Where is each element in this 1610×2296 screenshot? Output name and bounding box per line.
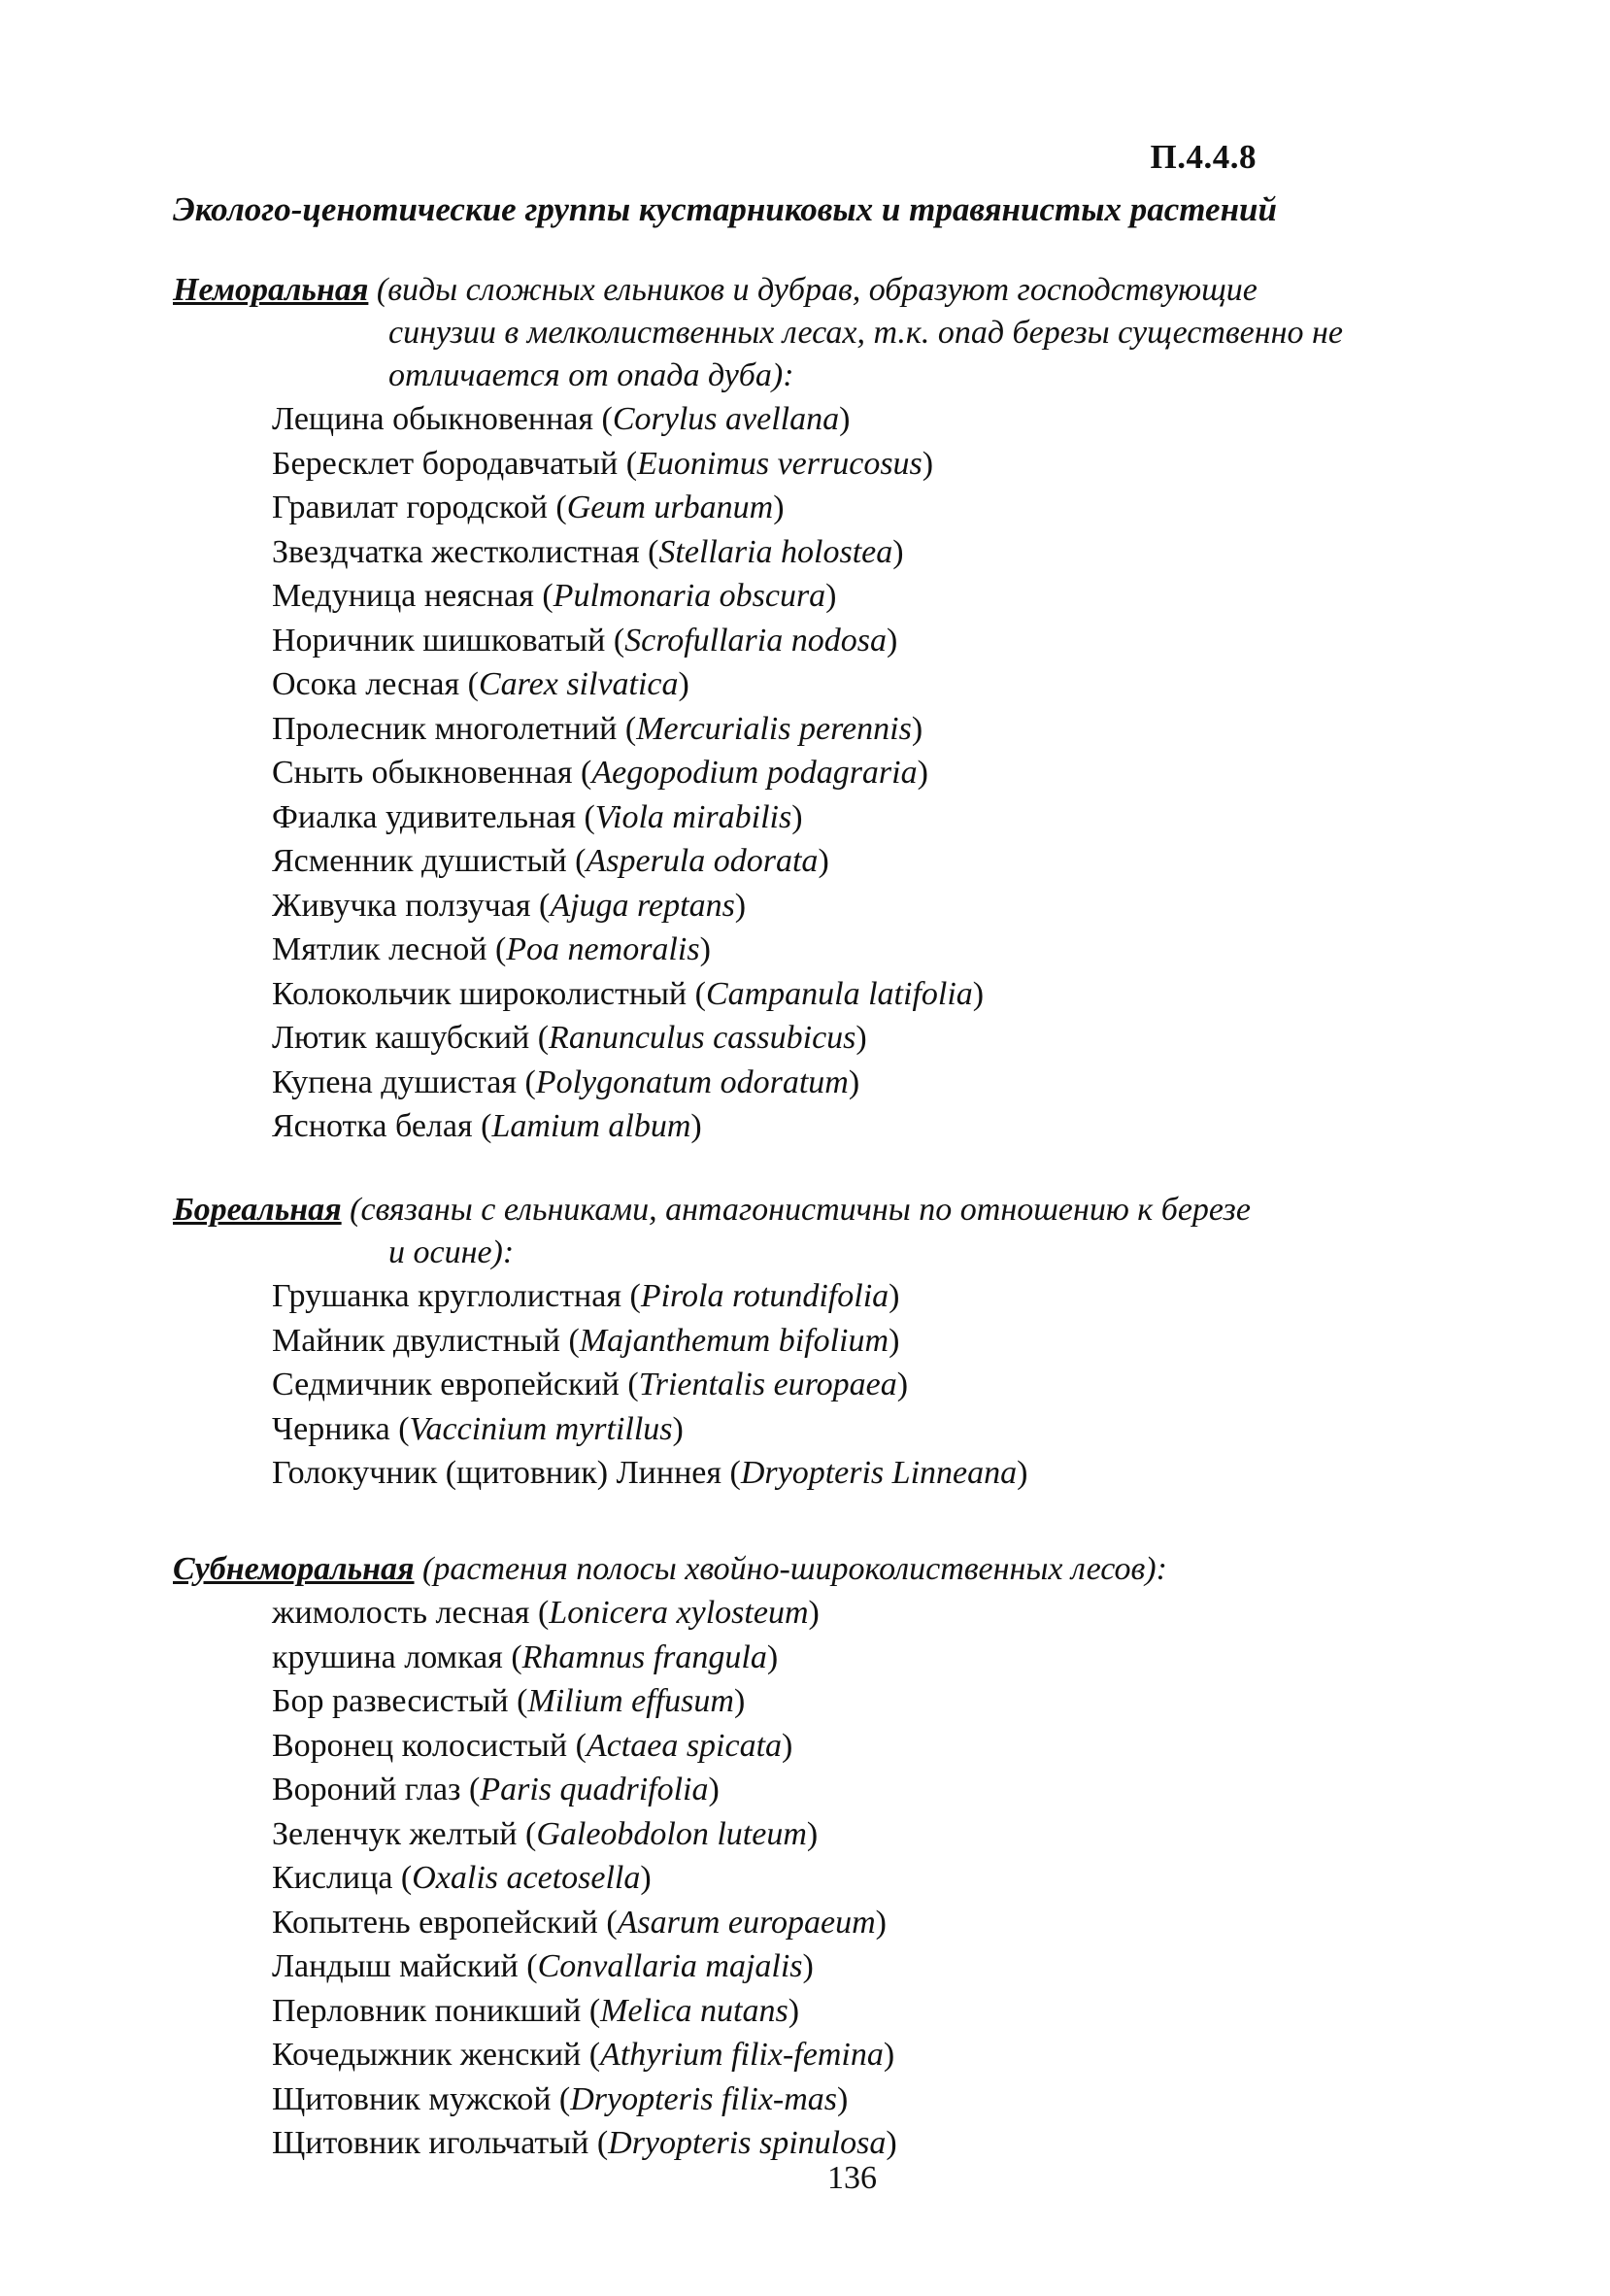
species-latin-name: Galeobdolon luteum (536, 1815, 807, 1852)
species-item: Колокольчик широколистный (Campanula latifolia) (272, 975, 985, 1012)
group-subnemoral (173, 1548, 1464, 2166)
species-item: Медуница неясная (Pulmonaria obscura) (272, 578, 837, 614)
species-latin-name: Lamium album (491, 1108, 691, 1144)
species-item: Мятлик лесной (Poa nemoralis) (272, 931, 711, 967)
species-latin-name: Melica nutans (600, 1992, 788, 2029)
species-common-name: Кочедыжник женский (272, 2037, 582, 2073)
species-latin-name: Euonimus verrucosus (637, 445, 922, 482)
species-latin-name: Dryopteris spinulosa (608, 2125, 887, 2161)
species-common-name: Медуница неясная (272, 578, 534, 614)
species-common-name: Седмичник европейский (272, 1367, 620, 1402)
species-common-name: Бересклет бородавчатый (272, 445, 619, 482)
species-item: Ясменник душистый (Asperula odorata) (272, 843, 829, 879)
species-common-name: Норичник шишковатый (272, 622, 606, 658)
species-common-name: Лютик кашубский (272, 1020, 530, 1056)
species-latin-name: Rhamnus frangula (521, 1638, 767, 1675)
species-item: Голокучник (щитовник) Линнея (Dryopteris Linneana) (272, 1455, 1028, 1491)
species-common-name: Купена душистая (272, 1064, 517, 1100)
species-latin-name: Pulmonaria obscura (553, 578, 826, 614)
species-item: Сныть обыкновенная (Aegopodium podagraria) (272, 755, 928, 791)
species-latin-name: Majanthemum bifolium (579, 1322, 889, 1359)
group-heading (173, 1189, 1464, 1274)
species-latin-name: Asperula odorata (586, 843, 819, 879)
species-item: Кислица (Oxalis acetosella) (272, 1860, 652, 1896)
species-item: Купена душистая (Polygonatum odoratum) (272, 1064, 860, 1100)
species-common-name: Фиалка удивительная (272, 798, 576, 835)
species-common-name: Осока лесная (272, 666, 460, 702)
species-latin-name: Ranunculus cassubicus (549, 1020, 856, 1056)
species-common-name: Ясменник душистый (272, 843, 567, 879)
species-item: Пролесник многолетний (Mercurialis perennis) (272, 710, 923, 747)
species-common-name: Копытень европейский (272, 1904, 598, 1941)
species-latin-name: Geum urbanum (566, 490, 774, 525)
species-common-name: Бор развесистый (272, 1683, 509, 1719)
species-common-name: Зеленчук желтый (272, 1815, 518, 1852)
species-latin-name: Dryopteris filix-mas (570, 2080, 838, 2117)
page-title: Эколого-ценотические группы кустарниковых и травянистых растений (173, 190, 1277, 228)
species-common-name: Щитовник мужской (272, 2080, 552, 2117)
species-common-name: Живучка ползучая (272, 887, 531, 924)
species-latin-name: Corylus avellana (612, 401, 840, 437)
species-common-name: Яснотка белая (272, 1108, 473, 1144)
species-common-name: Кислица (272, 1860, 393, 1896)
species-latin-name: Milium effusum (527, 1683, 734, 1719)
species-latin-name: Lonicera xylosteum (549, 1595, 809, 1631)
species-item: Воронец колосистый (Actaea spicata) (272, 1727, 793, 1764)
group-name: Неморальная (173, 272, 369, 308)
species-latin-name: Carex silvatica (479, 666, 679, 702)
species-item: Ландыш майский (Convallaria majalis) (272, 1948, 814, 1984)
species-common-name: Гравилат городской (272, 490, 548, 525)
species-latin-name: Poa nemoralis (506, 931, 700, 967)
group-description-continued: синузии в мелколиственных лесах, т.к. опад березы существенно не отличается от опада дуба): (388, 315, 1343, 393)
species-latin-name: Asarum europaeum (617, 1904, 876, 1941)
species-latin-name: Dryopteris Linneana (740, 1455, 1018, 1491)
group-description: (растения полосы хвойно-широколиственных лесов): (414, 1551, 1167, 1587)
species-latin-name: Ajuga reptans (550, 887, 735, 924)
group-heading (173, 269, 1464, 397)
species-item: Грушанка круглолистная (Pirola rotundifolia) (272, 1278, 900, 1314)
species-item: крушина ломкая (Rhamnus frangula) (272, 1638, 779, 1675)
species-item: Осока лесная (Carex silvatica) (272, 666, 689, 702)
species-item: Копытень европейский (Asarum europaeum) (272, 1904, 887, 1941)
species-item: Бересклет бородавчатый (Euonimus verrucosus) (272, 445, 934, 482)
species-list (173, 1274, 1464, 1496)
species-item: Вороний глаз (Paris quadrifolia) (272, 1772, 720, 1807)
species-latin-name: Actaea spicata (586, 1727, 783, 1764)
species-item: Щитовник мужской (Dryopteris filix-mas) (272, 2080, 849, 2117)
species-item: Бор развесистый (Milium effusum) (272, 1683, 746, 1719)
species-common-name: Голокучник (щитовник) Линнея (272, 1455, 722, 1491)
species-item: Гравилат городской (Geum urbanum) (272, 490, 785, 525)
species-latin-name: Convallaria majalis (537, 1948, 803, 1984)
species-common-name: Мятлик лесной (272, 931, 487, 967)
group-nemoral (173, 269, 1464, 1149)
group-heading (173, 1548, 1464, 1591)
species-common-name: Лещина обыкновенная (272, 401, 594, 437)
species-latin-name: Viola mirabilis (594, 798, 792, 835)
species-common-name: Ландыш майский (272, 1948, 519, 1984)
species-common-name: Воронец колосистый (272, 1727, 568, 1764)
species-common-name: Пролесник многолетний (272, 710, 618, 747)
species-item: Щитовник игольчатый (Dryopteris spinulosa) (272, 2125, 897, 2161)
species-latin-name: Aegopodium podagraria (591, 755, 918, 791)
species-item: Живучка ползучая (Ajuga reptans) (272, 887, 747, 924)
species-common-name: Сныть обыкновенная (272, 755, 573, 791)
species-latin-name: Campanula latifolia (705, 975, 973, 1012)
species-common-name: жимолость лесная (272, 1595, 530, 1631)
species-item: Лютик кашубский (Ranunculus cassubicus) (272, 1020, 867, 1056)
species-latin-name: Athyrium filix-femina (600, 2037, 884, 2073)
section-id: П.4.4.8 (1150, 138, 1257, 176)
group-description: (виды сложных ельников и дубрав, образуют господствующие (368, 272, 1258, 308)
species-item: Седмичник европейский (Trientalis europaea) (272, 1367, 909, 1402)
species-common-name: Звездчатка жестколистная (272, 533, 640, 570)
species-latin-name: Vaccinium myrtillus (409, 1410, 673, 1447)
species-common-name: Майник двулистный (272, 1322, 560, 1359)
species-item: Яснотка белая (Lamium album) (272, 1108, 702, 1144)
species-item: Зеленчук желтый (Galeobdolon luteum) (272, 1815, 819, 1852)
group-boreal (173, 1189, 1464, 1496)
group-description: (связаны с ельниками, антагонистичны по отношению к березе (341, 1192, 1251, 1228)
species-item: Черника (Vaccinium myrtillus) (272, 1410, 684, 1447)
species-item: Фиалка удивительная (Viola mirabilis) (272, 798, 803, 835)
species-latin-name: Polygonatum odoratum (535, 1064, 849, 1100)
species-item: Лещина обыкновенная (Corylus avellana) (272, 401, 851, 437)
species-item: Норичник шишковатый (Scrofullaria nodosa) (272, 622, 898, 658)
group-name: Субнеморальная (173, 1551, 415, 1587)
species-common-name: Грушанка круглолистная (272, 1278, 621, 1314)
species-latin-name: Mercurialis perennis (636, 710, 912, 747)
page-number: 136 (827, 2160, 877, 2196)
species-list (173, 397, 1464, 1149)
group-description-continued: и осине): (388, 1234, 515, 1270)
species-latin-name: Scrofullaria nodosa (624, 622, 887, 658)
species-item: Перловник поникший (Melica nutans) (272, 1992, 800, 2029)
species-common-name: Перловник поникший (272, 1992, 582, 2029)
species-item: жимолость лесная (Lonicera xylosteum) (272, 1595, 820, 1631)
species-common-name: Вороний глаз (272, 1772, 461, 1807)
species-latin-name: Oxalis acetosella (412, 1860, 641, 1896)
species-list (173, 1591, 1464, 2166)
species-common-name: крушина ломкая (272, 1638, 503, 1675)
species-item: Майник двулистный (Majanthemum bifolium) (272, 1322, 900, 1359)
species-common-name: Черника (272, 1410, 390, 1447)
species-item: Кочедыжник женский (Athyrium filix-femina) (272, 2037, 895, 2073)
species-item: Звездчатка жестколистная (Stellaria holostea) (272, 533, 904, 570)
species-latin-name: Trientalis europaea (638, 1367, 897, 1402)
species-latin-name: Pirola rotundifolia (640, 1278, 889, 1314)
group-name: Бореальная (173, 1192, 342, 1228)
species-common-name: Колокольчик широколистный (272, 975, 688, 1012)
species-common-name: Щитовник игольчатый (272, 2125, 589, 2161)
species-latin-name: Stellaria holostea (658, 533, 893, 570)
species-latin-name: Paris quadrifolia (480, 1772, 709, 1807)
